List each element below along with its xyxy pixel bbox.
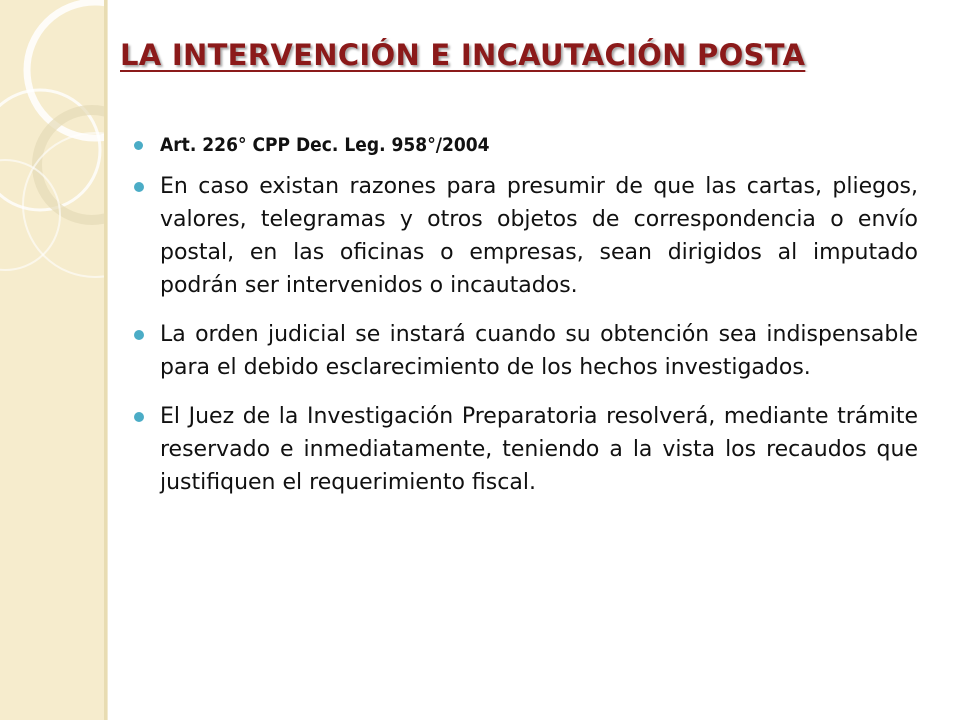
bullet-dot-icon xyxy=(134,182,144,192)
bullet-text: La orden judicial se instará cuando su obtención sea indispensable para el debido esclarecimiento de los hechos investigados. xyxy=(160,322,918,380)
bullet-text: El Juez de la Investigación Preparatoria resolverá, mediante trámite reservado e inmediatamente, teniendo a la vista los recaudos que justifiquen el requerimiento fiscal. xyxy=(160,404,918,495)
bullet-item xyxy=(160,318,918,384)
bullet-dot-icon xyxy=(134,412,144,422)
bullet-text: En caso existan razones para presumir de que las cartas, pliegos, valores, telegramas y otros objetos de correspondencia o envío postal, en las oficinas o empresas, sean dirigidos al imputado podrán ser intervenidos o incautados. xyxy=(160,174,918,298)
bullet-item xyxy=(160,170,918,302)
sidebar-divider-highlight xyxy=(107,0,108,720)
decorative-circles xyxy=(0,0,104,720)
bullet-item xyxy=(160,400,918,499)
slide-title: LA INTERVENCIÓN E INCAUTACIÓN POSTA xyxy=(120,38,806,72)
bullet-list xyxy=(160,132,918,515)
bullet-item xyxy=(160,132,918,158)
bullet-dot-icon xyxy=(134,141,143,150)
bullet-dot-icon xyxy=(134,330,144,340)
decorative-sidebar xyxy=(0,0,104,720)
bullet-text: Art. 226° CPP Dec. Leg. 958°/2004 xyxy=(160,134,490,156)
